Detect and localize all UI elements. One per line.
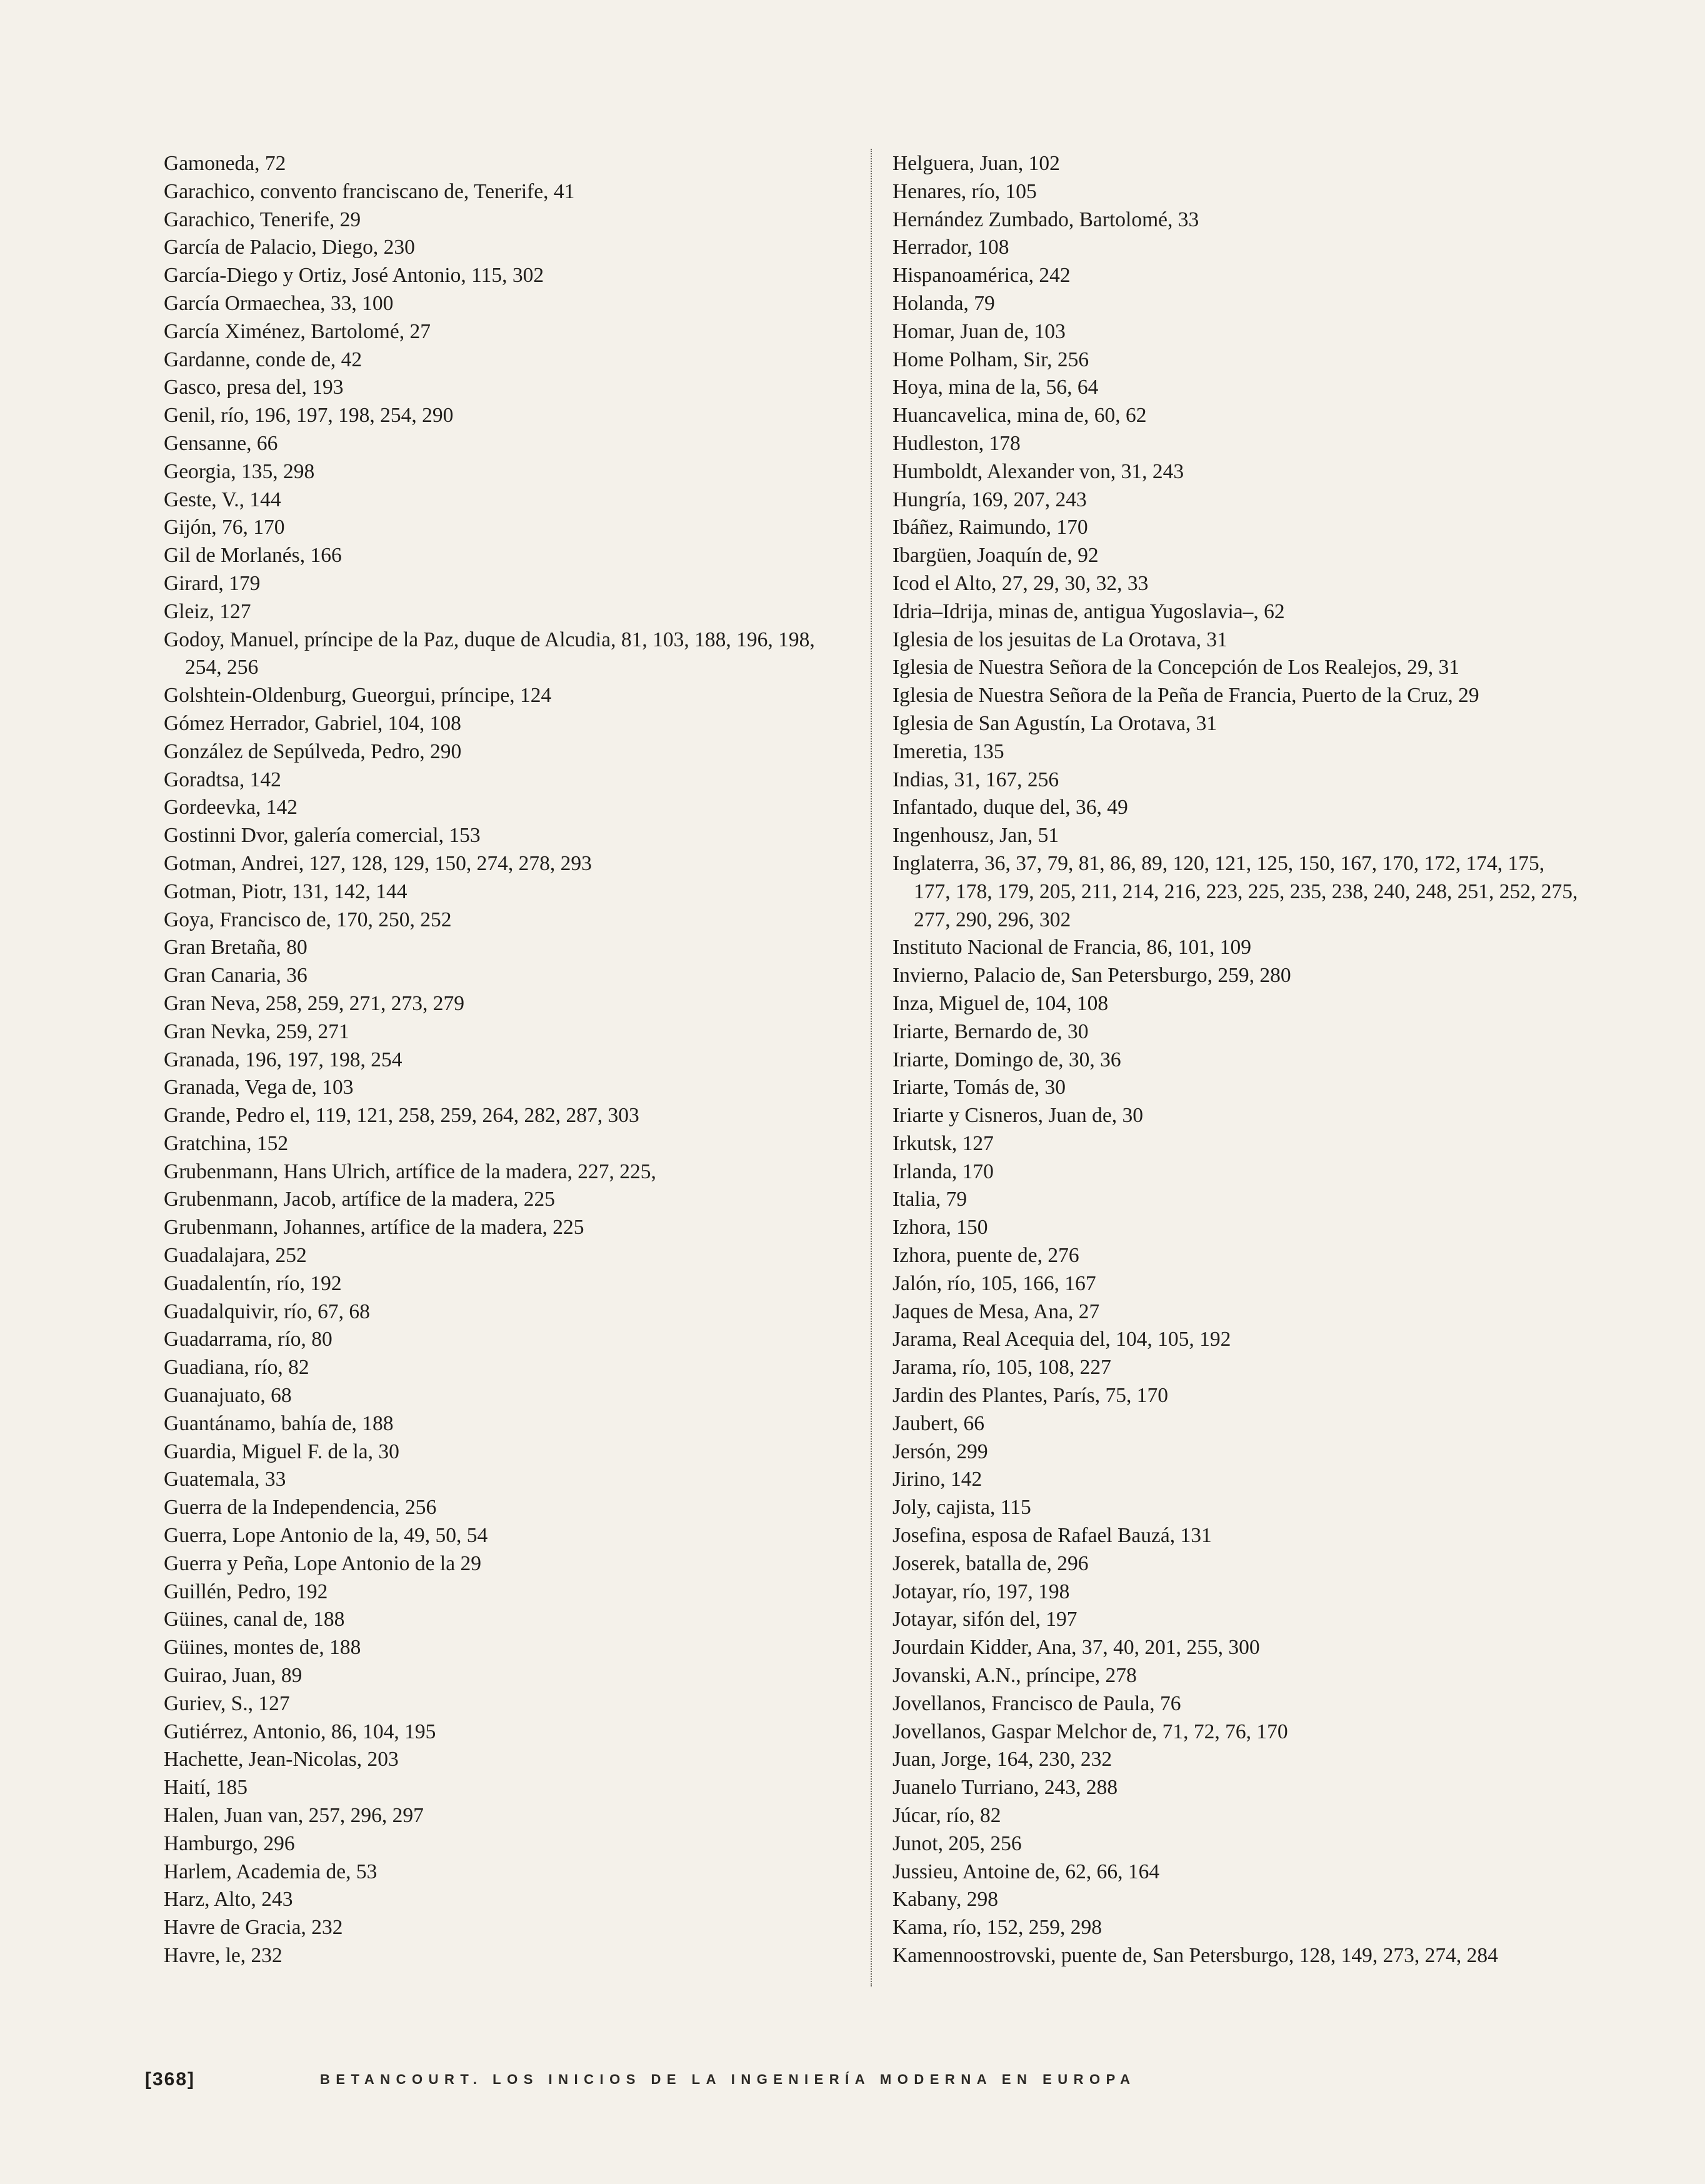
index-entry: Gran Nevka, 259, 271: [164, 1019, 349, 1043]
index-entry: Granada, 196, 197, 198, 254: [164, 1048, 402, 1071]
index-entry: Joly, cajista, 115: [892, 1496, 1031, 1520]
index-entry: Gardanne, conde de, 42: [164, 348, 362, 371]
index-entry: Guadalentín, río, 192: [164, 1271, 342, 1295]
index-entry: Inglaterra, 36, 37, 79, 81, 86, 89, 120, 121, 125, 150, 167, 170, 172, 174, 175, 177, 178, 179, 205, 211, 214, 216, 223, 225, 235, 238, 240, 248, 251, 252, 275, 277, 290, 296, 302: [892, 851, 1578, 931]
index-entry: Inza, Miguel de, 104, 108: [892, 991, 1109, 1015]
index-entry: Guriev, S., 127: [164, 1691, 290, 1715]
index-entry: Herrador, 108: [892, 236, 1009, 259]
index-entry: Ingenhousz, Jan, 51: [892, 824, 1059, 848]
index-entry: Güines, canal de, 188: [164, 1608, 345, 1631]
index-entry: Havre, le, 232: [164, 1944, 282, 1967]
index-entry: Hispanoamérica, 242: [892, 264, 1071, 288]
index-entry: Hernández Zumbado, Bartolomé, 33: [892, 208, 1199, 231]
index-entry: Guadalajara, 252: [164, 1244, 307, 1268]
index-entry: Jovellanos, Francisco de Paula, 76: [892, 1691, 1181, 1715]
index-entry: Guardia, Miguel F. de la, 30: [164, 1440, 399, 1463]
index-entry: Gostinni Dvor, galería comercial, 153: [164, 824, 481, 848]
index-entry: Guerra, Lope Antonio de la, 49, 50, 54: [164, 1524, 488, 1548]
page-number: [368]: [145, 2069, 196, 2090]
index-entry: Kamennoostrovski, puente de, San Petersburgo, 128, 149, 273, 274, 284: [892, 1944, 1498, 1967]
index-entry: Garachico, convento franciscano de, Tenerife, 41: [164, 179, 575, 203]
index-entry: Instituto Nacional de Francia, 86, 101, 109: [892, 936, 1252, 959]
index-entry: Invierno, Palacio de, San Petersburgo, 259, 280: [892, 964, 1291, 988]
index-entry: Juan, Jorge, 164, 230, 232: [892, 1748, 1112, 1771]
index-entry: Iriarte, Domingo de, 30, 36: [892, 1048, 1121, 1071]
index-entry: Gordeevka, 142: [164, 796, 298, 819]
index-column-left: [164, 150, 851, 1970]
column-divider: [871, 149, 872, 1986]
index-entry: Genil, río, 196, 197, 198, 254, 290: [164, 404, 454, 428]
index-entry: Gómez Herrador, Gabriel, 104, 108: [164, 711, 461, 735]
index-entry: Irlanda, 170: [892, 1160, 994, 1183]
index-entry: Grande, Pedro el, 119, 121, 258, 259, 264, 282, 287, 303: [164, 1104, 639, 1128]
index-entry: Iglesia de Nuestra Señora de la Concepción de Los Realejos, 29, 31: [892, 656, 1460, 679]
index-entry: Humboldt, Alexander von, 31, 243: [892, 459, 1184, 483]
index-column-right: [892, 150, 1580, 1970]
index-entry: Gutiérrez, Antonio, 86, 104, 195: [164, 1720, 436, 1743]
index-entry: Gotman, Piotr, 131, 142, 144: [164, 879, 408, 903]
index-entry: Guantánamo, bahía de, 188: [164, 1411, 394, 1435]
index-entry: Ibáñez, Raimundo, 170: [892, 516, 1088, 539]
index-entry: Hamburgo, 296: [164, 1831, 295, 1855]
index-entry: Izhora, 150: [892, 1216, 988, 1240]
index-entry: Gamoneda, 72: [164, 152, 286, 175]
index-entry: Jussieu, Antoine de, 62, 66, 164: [892, 1860, 1160, 1883]
index-entry: Guadarrama, río, 80: [164, 1328, 332, 1351]
index-entry: Jersón, 299: [892, 1440, 988, 1463]
index-entry: Granada, Vega de, 103: [164, 1076, 354, 1100]
index-entry: Hoya, mina de la, 56, 64: [892, 376, 1099, 399]
index-entry: Güines, montes de, 188: [164, 1636, 361, 1660]
index-entry: Jardin des Plantes, París, 75, 170: [892, 1384, 1169, 1408]
index-entry: Ibargüen, Joaquín de, 92: [892, 544, 1099, 568]
index-entry: González de Sepúlveda, Pedro, 290: [164, 739, 462, 763]
index-entry: Kama, río, 152, 259, 298: [892, 1916, 1102, 1940]
index-entry: Gran Bretaña, 80: [164, 936, 308, 959]
index-entry: Golshtein-Oldenburg, Gueorgui, príncipe, 124: [164, 684, 552, 708]
index-entry: Josefina, esposa de Rafael Bauzá, 131: [892, 1524, 1212, 1548]
index-entry: Gasco, presa del, 193: [164, 376, 344, 399]
index-entry: Joserek, batalla de, 296: [892, 1551, 1089, 1575]
index-entry: Jirino, 142: [892, 1468, 982, 1491]
index-entry: Iriarte, Tomás de, 30: [892, 1076, 1066, 1100]
index-entry: Guerra y Peña, Lope Antonio de la 29: [164, 1551, 481, 1575]
index-entry: Infantado, duque del, 36, 49: [892, 796, 1128, 819]
index-entry: Grubenmann, Johannes, artífice de la madera, 225: [164, 1216, 584, 1240]
index-entry: Gotman, Andrei, 127, 128, 129, 150, 274, 278, 293: [164, 851, 592, 875]
running-title: BETANCOURT. LOS INICIOS DE LA INGENIERÍA MODERNA EN EUROPA: [320, 2071, 1136, 2087]
index-entry: Guirao, Juan, 89: [164, 1664, 302, 1688]
index-entry: Gran Neva, 258, 259, 271, 273, 279: [164, 991, 465, 1015]
index-entry: Jalón, río, 105, 166, 167: [892, 1271, 1096, 1295]
index-entry: Gratchina, 152: [164, 1131, 289, 1155]
index-entry: Gensanne, 66: [164, 431, 278, 455]
index-entry: Henares, río, 105: [892, 179, 1037, 203]
index-entry: Grubenmann, Jacob, artífice de la madera, 225: [164, 1188, 555, 1211]
index-entry: Guatemala, 33: [164, 1468, 286, 1491]
index-entry: Jourdain Kidder, Ana, 37, 40, 201, 255, 300: [892, 1636, 1260, 1660]
index-entry: Guillén, Pedro, 192: [164, 1580, 328, 1603]
index-entry: Iriarte y Cisneros, Juan de, 30: [892, 1104, 1143, 1128]
index-entry: Geste, V., 144: [164, 488, 281, 511]
index-entry: Halen, Juan van, 257, 296, 297: [164, 1804, 424, 1828]
index-entry: Jarama, río, 105, 108, 227: [892, 1356, 1111, 1380]
index-entry: Georgia, 135, 298: [164, 459, 315, 483]
index-entry: Jovellanos, Gaspar Melchor de, 71, 72, 76, 170: [892, 1720, 1288, 1743]
index-entry: Homar, Juan de, 103: [892, 319, 1066, 343]
index-entry: Home Polham, Sir, 256: [892, 348, 1089, 371]
index-entry: Jarama, Real Acequia del, 104, 105, 192: [892, 1328, 1231, 1351]
index-entry: Gran Canaria, 36: [164, 964, 308, 988]
index-entry: Helguera, Juan, 102: [892, 152, 1060, 175]
index-entry: Jovanski, A.N., príncipe, 278: [892, 1664, 1137, 1688]
index-entry: Havre de Gracia, 232: [164, 1916, 343, 1940]
index-entry: Icod el Alto, 27, 29, 30, 32, 33: [892, 571, 1149, 595]
index-entry: Gleiz, 127: [164, 599, 251, 623]
index-entry: Idria–Idrija, minas de, antigua Yugoslavia–, 62: [892, 599, 1285, 623]
index-entry: García Ximénez, Bartolomé, 27: [164, 319, 431, 343]
index-entry: Irkutsk, 127: [892, 1131, 994, 1155]
index-entry: Hungría, 169, 207, 243: [892, 488, 1087, 511]
index-entry: Grubenmann, Hans Ulrich, artífice de la madera, 227, 225,: [164, 1160, 656, 1183]
index-entry: Junot, 205, 256: [892, 1831, 1022, 1855]
index-entry: García Ormaechea, 33, 100: [164, 291, 394, 315]
page-footer: [145, 2069, 1582, 2090]
index-entry: Hudleston, 178: [892, 431, 1021, 455]
index-entry: Jaubert, 66: [892, 1411, 984, 1435]
index-entry: Jotayar, río, 197, 198: [892, 1580, 1070, 1603]
index-entry: García de Palacio, Diego, 230: [164, 236, 415, 259]
index-entry: Goradtsa, 142: [164, 768, 281, 791]
index-entry: Guanajuato, 68: [164, 1384, 292, 1408]
index-entry: Jaques de Mesa, Ana, 27: [892, 1300, 1100, 1323]
index-entry: Jotayar, sifón del, 197: [892, 1608, 1078, 1631]
index-entry: Júcar, río, 82: [892, 1804, 1001, 1828]
index-entry: Holanda, 79: [892, 291, 995, 315]
index-entry: Gijón, 76, 170: [164, 516, 285, 539]
index-entry: Goya, Francisco de, 170, 250, 252: [164, 908, 452, 931]
index-entry: Iglesia de Nuestra Señora de la Peña de Francia, Puerto de la Cruz, 29: [892, 684, 1479, 708]
index-entry: Harz, Alto, 243: [164, 1888, 293, 1911]
index-entry: Guadalquivir, río, 67, 68: [164, 1300, 370, 1323]
index-entry: Haití, 185: [164, 1776, 248, 1800]
index-entry: Iglesia de San Agustín, La Orotava, 31: [892, 711, 1218, 735]
index-entry: Gil de Morlanés, 166: [164, 544, 342, 568]
index-entry: Italia, 79: [892, 1188, 968, 1211]
index-entry: Harlem, Academia de, 53: [164, 1860, 378, 1883]
index-entry: Imeretia, 135: [892, 739, 1004, 763]
index-entry: Godoy, Manuel, príncipe de la Paz, duque de Alcudia, 81, 103, 188, 196, 198, 254, 256: [164, 628, 815, 679]
index-entry: Hachette, Jean-Nicolas, 203: [164, 1748, 399, 1771]
index-entry: Iriarte, Bernardo de, 30: [892, 1019, 1089, 1043]
index-entry: Kabany, 298: [892, 1888, 999, 1911]
index-entry: Girard, 179: [164, 571, 261, 595]
index-entry: Guerra de la Independencia, 256: [164, 1496, 437, 1520]
index-entry: Izhora, puente de, 276: [892, 1244, 1079, 1268]
index-entry: Iglesia de los jesuitas de La Orotava, 31: [892, 628, 1228, 651]
index-entry: Juanelo Turriano, 243, 288: [892, 1776, 1118, 1800]
index-entry: Garachico, Tenerife, 29: [164, 208, 361, 231]
index-entry: Indias, 31, 167, 256: [892, 768, 1059, 791]
index-entry: García-Diego y Ortiz, José Antonio, 115, 302: [164, 264, 544, 288]
index-entry: Huancavelica, mina de, 60, 62: [892, 404, 1147, 428]
index-entry: Guadiana, río, 82: [164, 1356, 309, 1380]
